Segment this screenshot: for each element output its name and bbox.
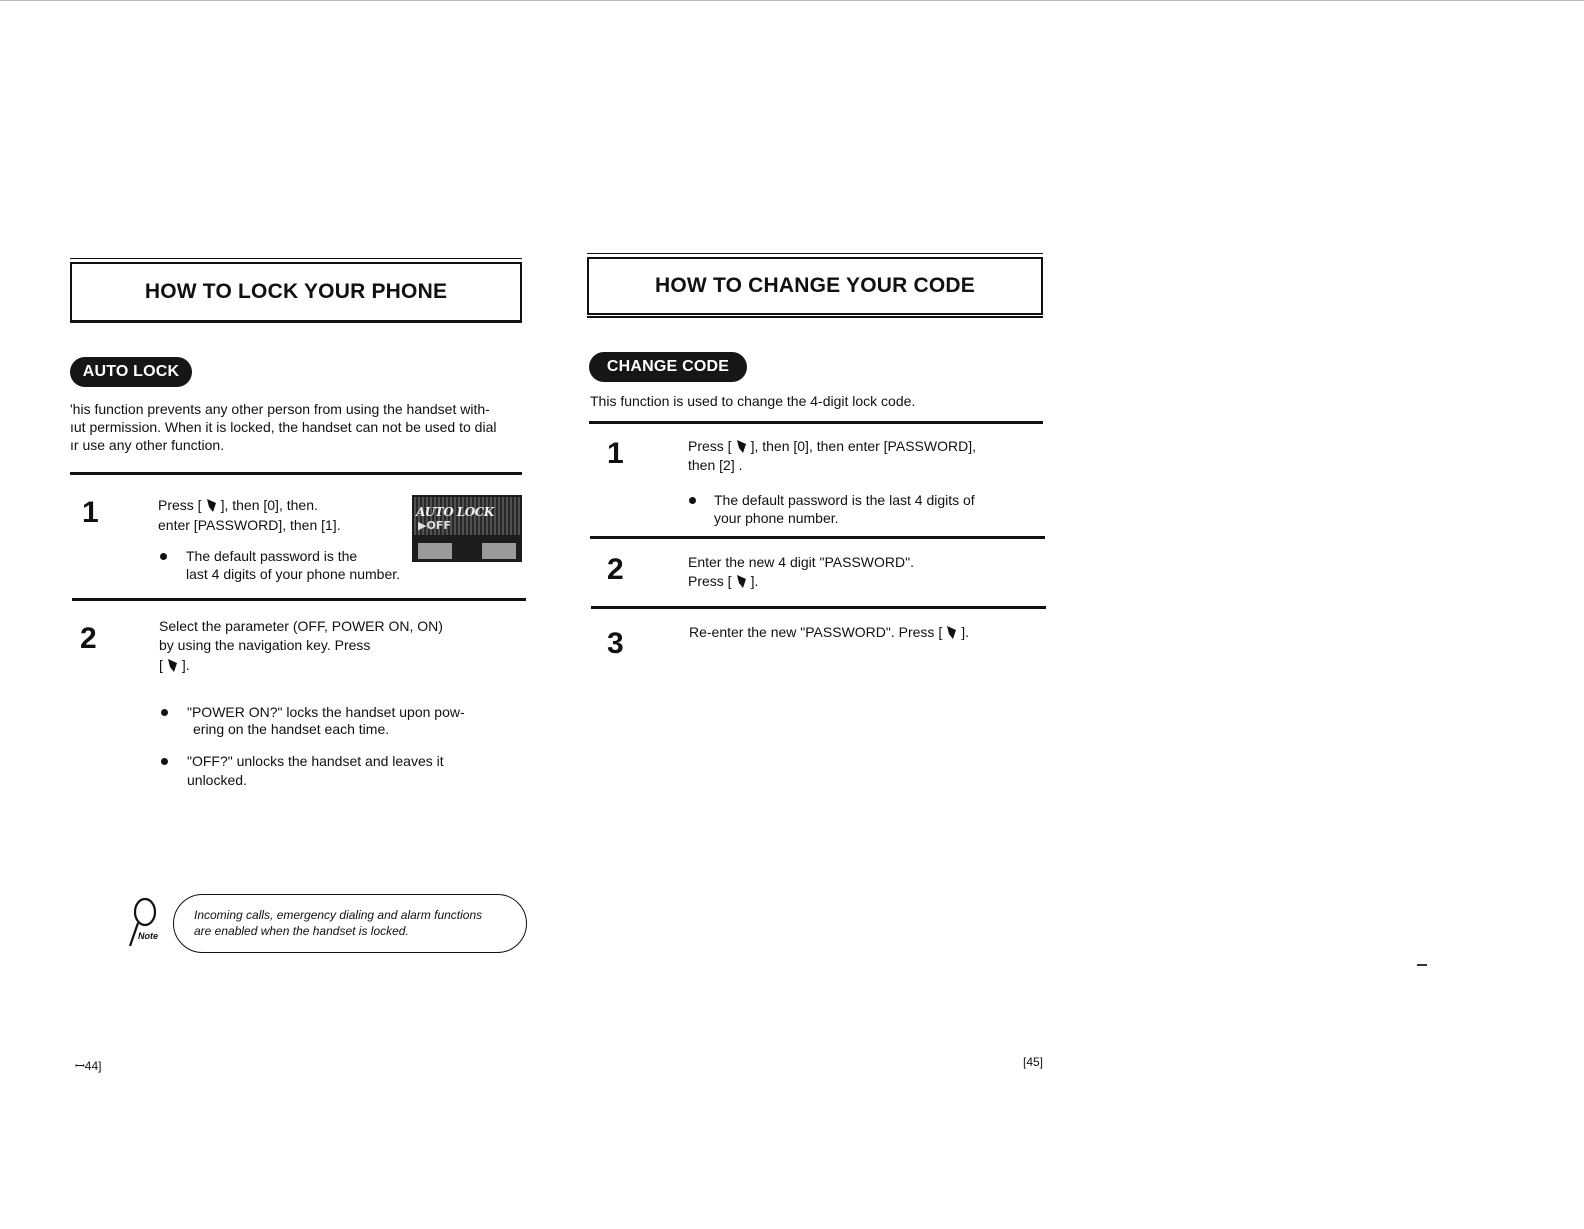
- intro-paragraph: [70, 400, 530, 454]
- bullet-text: The default password is the last 4 digits of: [714, 492, 975, 508]
- section-title-text: HOW TO LOCK YOUR PHONE: [144, 280, 448, 303]
- section-title: [70, 262, 522, 322]
- note-box: [173, 894, 527, 953]
- step-number: 2: [607, 553, 624, 586]
- intro-line: This function is used to change the 4-digit lock code.: [590, 393, 916, 409]
- note-text: Incoming calls, emergency dialing and alarm functions: [194, 908, 483, 922]
- step-divider: [70, 472, 522, 475]
- scan-top-border: [0, 0, 1584, 1]
- note-icon-label: Note: [138, 931, 158, 941]
- step-instruction: Press [ ], then [0], then enter [PASSWORD],: [688, 438, 976, 454]
- bullet-icon: [160, 553, 167, 560]
- bullet-text: unlocked.: [187, 772, 247, 788]
- intro-line: ır use any other function.: [70, 437, 225, 453]
- page-number: [45]: [1023, 1055, 1044, 1069]
- bullet-text: "OFF?" unlocks the handset and leaves it: [187, 753, 444, 769]
- header-bottom-rule: [587, 316, 1043, 318]
- note-text: are enabled when the handset is locked.: [194, 924, 409, 938]
- step-number: 3: [607, 627, 624, 660]
- send-key-icon: [736, 574, 747, 589]
- step-instruction: Press [ ].: [688, 573, 759, 589]
- step-instruction: by using the navigation key. Press: [159, 637, 371, 653]
- step-divider: [590, 536, 1045, 539]
- step-number: 1: [607, 437, 624, 470]
- scan-speck: [1417, 964, 1427, 966]
- send-key-icon: [167, 658, 178, 673]
- intro-paragraph: [590, 392, 1040, 410]
- auto-lock-pill: [70, 357, 192, 387]
- lcd-softkey: [482, 543, 516, 559]
- header-bottom-rule: [70, 321, 522, 323]
- lcd-screen-image: [412, 495, 522, 562]
- lcd-line: AUTO LOCK: [416, 505, 494, 519]
- step-divider: [72, 598, 526, 601]
- send-key-icon: [946, 625, 957, 640]
- step-divider: [591, 606, 1046, 609]
- intro-line: 'his function prevents any other person from using the handset with-: [70, 401, 490, 417]
- bullet-icon: [161, 709, 168, 716]
- step-instruction: then [2] .: [688, 457, 743, 473]
- header-top-rule: [70, 258, 522, 259]
- step-instruction: [ ].: [159, 657, 190, 673]
- step-instruction: enter [PASSWORD], then [1].: [158, 517, 341, 533]
- step-instruction: Enter the new 4 digit "PASSWORD".: [688, 554, 914, 570]
- bullet-text: last 4 digits of your phone number.: [186, 566, 401, 582]
- page-number: ꟷ44]: [75, 1059, 102, 1073]
- magnifier-note-icon: [125, 896, 165, 952]
- bullet-text: your phone number.: [714, 510, 839, 526]
- step-instruction: Select the parameter (OFF, POWER ON, ON): [159, 618, 443, 634]
- intro-line: ıut permission. When it is locked, the handset can not be used to dial: [70, 419, 497, 435]
- lcd-softkey: [418, 543, 452, 559]
- bullet-text: "POWER ON?" locks the handset upon pow-: [187, 704, 465, 720]
- lcd-line: ▶OFF: [418, 519, 451, 532]
- step-divider: [589, 421, 1043, 424]
- send-key-icon: [736, 439, 747, 454]
- bullet-text: ering on the handset each time.: [193, 721, 390, 737]
- bullet-icon: [689, 497, 696, 504]
- step-number: 1: [82, 496, 99, 529]
- send-key-icon: [206, 498, 217, 513]
- change-code-pill: [589, 352, 747, 382]
- step-instruction: Press [ ], then [0], then.: [158, 497, 318, 513]
- section-title-text: HOW TO CHANGE YOUR CODE: [654, 274, 975, 297]
- bullet-text: The default password is the: [186, 548, 358, 564]
- pill-label: CHANGE CODE: [606, 358, 730, 375]
- step-instruction: Re-enter the new "PASSWORD". Press [ ].: [689, 624, 969, 640]
- step-number: 2: [80, 622, 97, 655]
- bullet-icon: [161, 758, 168, 765]
- pill-label: AUTO LOCK: [82, 363, 180, 380]
- section-title: [587, 257, 1043, 315]
- header-top-rule: [587, 253, 1043, 254]
